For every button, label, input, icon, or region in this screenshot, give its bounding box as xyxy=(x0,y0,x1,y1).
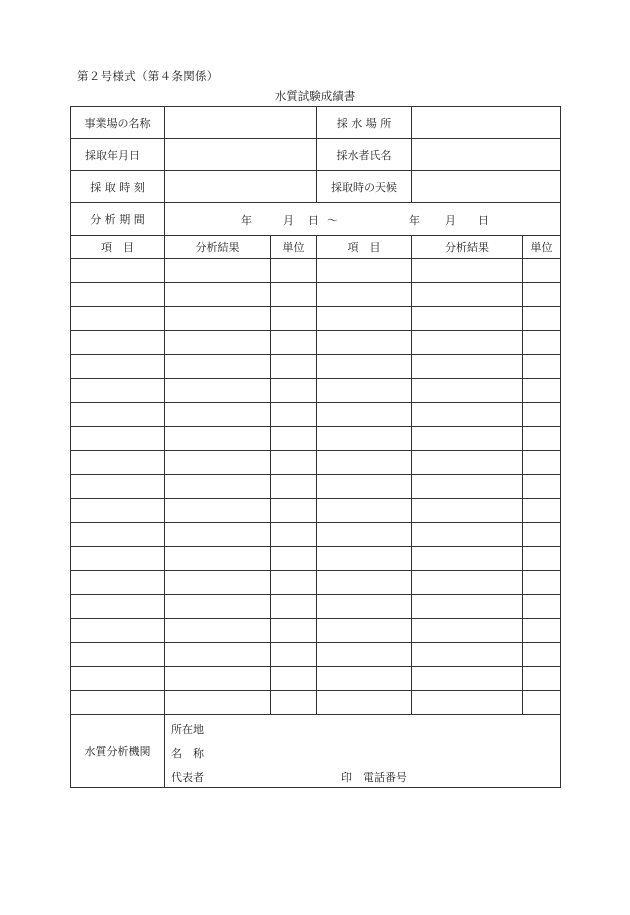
unit-cell-1[interactable] xyxy=(271,379,317,403)
col-item-1: 項 目 xyxy=(71,236,165,259)
header-row-date xyxy=(71,139,561,171)
item-cell-1[interactable] xyxy=(71,595,165,619)
unit-cell-1[interactable] xyxy=(271,475,317,499)
data-row xyxy=(71,667,561,691)
result-cell-1[interactable] xyxy=(165,571,271,595)
result-cell-1[interactable] xyxy=(165,403,271,427)
data-row xyxy=(71,283,561,307)
result-cell-1[interactable] xyxy=(165,379,271,403)
item-cell-2[interactable] xyxy=(317,283,412,307)
result-cell-1[interactable] xyxy=(165,499,271,523)
period-month-1: 月 xyxy=(283,214,294,227)
unit-cell-2[interactable] xyxy=(523,259,561,283)
result-cell-2[interactable] xyxy=(412,643,523,667)
data-row xyxy=(71,547,561,571)
data-row xyxy=(71,643,561,667)
data-row xyxy=(71,451,561,475)
unit-cell-2[interactable] xyxy=(523,499,561,523)
column-header-row xyxy=(71,236,561,259)
unit-cell-1[interactable] xyxy=(271,403,317,427)
item-cell-1[interactable] xyxy=(71,403,165,427)
item-cell-2[interactable] xyxy=(317,619,412,643)
item-cell-2[interactable] xyxy=(317,307,412,331)
item-cell-1[interactable] xyxy=(71,451,165,475)
data-row xyxy=(71,259,561,283)
result-cell-2[interactable] xyxy=(412,259,523,283)
item-cell-2[interactable] xyxy=(317,571,412,595)
lab-phone-label: 電話番号 xyxy=(363,771,407,784)
lab-representative-label: 代表者 xyxy=(171,771,204,784)
item-cell-2[interactable] xyxy=(317,379,412,403)
unit-cell-2[interactable] xyxy=(523,523,561,547)
item-cell-1[interactable] xyxy=(71,475,165,499)
data-row xyxy=(71,355,561,379)
result-cell-1[interactable] xyxy=(165,595,271,619)
item-cell-2[interactable] xyxy=(317,451,412,475)
period-day-1: 日 xyxy=(308,214,319,227)
unit-cell-1[interactable] xyxy=(271,355,317,379)
unit-cell-2[interactable] xyxy=(523,403,561,427)
unit-cell-1[interactable] xyxy=(271,523,317,547)
unit-cell-2[interactable] xyxy=(523,427,561,451)
header-row-time xyxy=(71,171,561,203)
result-cell-2[interactable] xyxy=(412,571,523,595)
item-cell-2[interactable] xyxy=(317,475,412,499)
unit-cell-1[interactable] xyxy=(271,307,317,331)
sampling-time-field[interactable] xyxy=(165,171,317,203)
result-cell-1[interactable] xyxy=(165,355,271,379)
data-row xyxy=(71,307,561,331)
result-cell-2[interactable] xyxy=(412,283,523,307)
unit-cell-1[interactable] xyxy=(271,259,317,283)
header-row-business xyxy=(71,107,561,139)
data-row xyxy=(71,403,561,427)
col-result-2: 分析結果 xyxy=(412,236,523,259)
item-cell-1[interactable] xyxy=(71,499,165,523)
unit-cell-1[interactable] xyxy=(271,643,317,667)
result-cell-2[interactable] xyxy=(412,451,523,475)
document-title: 水質試験成績書 xyxy=(274,89,356,103)
seal-mark: 印 xyxy=(341,771,352,784)
sampler-name-field[interactable] xyxy=(412,139,561,171)
result-cell-2[interactable] xyxy=(412,691,523,715)
result-cell-2[interactable] xyxy=(412,403,523,427)
result-cell-2[interactable] xyxy=(412,331,523,355)
item-cell-1[interactable] xyxy=(71,667,165,691)
result-cell-2[interactable] xyxy=(412,547,523,571)
lab-address-label: 所在地 xyxy=(171,723,204,736)
item-cell-1[interactable] xyxy=(71,691,165,715)
result-cell-2[interactable] xyxy=(412,499,523,523)
header-row-period xyxy=(71,203,561,236)
result-cell-1[interactable] xyxy=(165,307,271,331)
unit-cell-2[interactable] xyxy=(523,451,561,475)
item-cell-2[interactable] xyxy=(317,403,412,427)
unit-cell-2[interactable] xyxy=(523,283,561,307)
item-cell-2[interactable] xyxy=(317,355,412,379)
item-cell-2[interactable] xyxy=(317,523,412,547)
result-cell-2[interactable] xyxy=(412,379,523,403)
result-cell-1[interactable] xyxy=(165,523,271,547)
unit-cell-2[interactable] xyxy=(523,307,561,331)
item-cell-1[interactable] xyxy=(71,571,165,595)
item-cell-1[interactable] xyxy=(71,547,165,571)
item-cell-2[interactable] xyxy=(317,691,412,715)
period-label: 分 析 期 間 xyxy=(71,203,165,236)
lab-row xyxy=(71,715,561,788)
weather-label: 採取時の天候 xyxy=(317,171,412,203)
sampling-time-label: 採 取 時 刻 xyxy=(71,171,165,203)
data-row xyxy=(71,691,561,715)
result-cell-2[interactable] xyxy=(412,523,523,547)
col-result-1: 分析結果 xyxy=(165,236,271,259)
weather-field[interactable] xyxy=(412,171,561,203)
item-cell-2[interactable] xyxy=(317,643,412,667)
unit-cell-1[interactable] xyxy=(271,499,317,523)
period-month-2: 月 xyxy=(445,214,456,227)
item-cell-1[interactable] xyxy=(71,307,165,331)
unit-cell-1[interactable] xyxy=(271,547,317,571)
sampler-name-label: 採水者氏名 xyxy=(317,139,412,171)
col-item-2: 項 目 xyxy=(317,236,412,259)
result-cell-1[interactable] xyxy=(165,331,271,355)
business-name-field[interactable] xyxy=(165,107,317,139)
unit-cell-2[interactable] xyxy=(523,691,561,715)
item-cell-1[interactable] xyxy=(71,619,165,643)
unit-cell-2[interactable] xyxy=(523,667,561,691)
item-cell-2[interactable] xyxy=(317,595,412,619)
item-cell-2[interactable] xyxy=(317,259,412,283)
result-cell-1[interactable] xyxy=(165,451,271,475)
item-cell-2[interactable] xyxy=(317,427,412,451)
item-cell-1[interactable] xyxy=(71,259,165,283)
unit-cell-2[interactable] xyxy=(523,379,561,403)
unit-cell-1[interactable] xyxy=(271,451,317,475)
item-cell-2[interactable] xyxy=(317,499,412,523)
result-cell-1[interactable] xyxy=(165,619,271,643)
result-cell-1[interactable] xyxy=(165,547,271,571)
item-cell-2[interactable] xyxy=(317,547,412,571)
item-cell-2[interactable] xyxy=(317,667,412,691)
period-year-1: 年 xyxy=(241,214,252,227)
lab-label: 水質分析機関 xyxy=(71,715,165,788)
item-cell-1[interactable] xyxy=(71,379,165,403)
sampling-date-label: 採取年月日 xyxy=(71,139,165,171)
result-cell-1[interactable] xyxy=(165,427,271,451)
result-cell-1[interactable] xyxy=(165,475,271,499)
water-test-form-table xyxy=(70,106,561,788)
item-cell-1[interactable] xyxy=(71,331,165,355)
item-cell-2[interactable] xyxy=(317,331,412,355)
unit-cell-1[interactable] xyxy=(271,595,317,619)
unit-cell-2[interactable] xyxy=(523,619,561,643)
unit-cell-1[interactable] xyxy=(271,667,317,691)
unit-cell-1[interactable] xyxy=(271,571,317,595)
result-cell-2[interactable] xyxy=(412,667,523,691)
unit-cell-2[interactable] xyxy=(523,475,561,499)
unit-cell-1[interactable] xyxy=(271,331,317,355)
unit-cell-1[interactable] xyxy=(271,283,317,307)
result-cell-1[interactable] xyxy=(165,283,271,307)
result-cell-2[interactable] xyxy=(412,307,523,331)
item-cell-1[interactable] xyxy=(71,427,165,451)
result-cell-2[interactable] xyxy=(412,475,523,499)
unit-cell-2[interactable] xyxy=(523,355,561,379)
period-year-2: 年 xyxy=(409,214,420,227)
period-day-2: 日 xyxy=(478,214,489,227)
lab-info-field[interactable] xyxy=(165,715,561,788)
business-name-label: 事業場の名称 xyxy=(71,107,165,139)
data-row xyxy=(71,571,561,595)
unit-cell-1[interactable] xyxy=(271,691,317,715)
unit-cell-2[interactable] xyxy=(523,643,561,667)
result-cell-1[interactable] xyxy=(165,667,271,691)
result-cell-2[interactable] xyxy=(412,355,523,379)
data-row xyxy=(71,379,561,403)
result-cell-1[interactable] xyxy=(165,259,271,283)
data-row xyxy=(71,595,561,619)
unit-cell-1[interactable] xyxy=(271,427,317,451)
col-unit-2: 単位 xyxy=(523,236,561,259)
analysis-period-field[interactable] xyxy=(165,203,561,236)
item-cell-1[interactable] xyxy=(71,523,165,547)
result-cell-1[interactable] xyxy=(165,691,271,715)
period-tilde: ～ xyxy=(327,214,338,227)
col-unit-1: 単位 xyxy=(271,236,317,259)
sampling-place-field[interactable] xyxy=(412,107,561,139)
data-row xyxy=(71,619,561,643)
result-cell-1[interactable] xyxy=(165,643,271,667)
unit-cell-2[interactable] xyxy=(523,571,561,595)
lab-name-label: 名 称 xyxy=(171,747,204,760)
data-row xyxy=(71,523,561,547)
form-number: 第２号様式（第４条関係） xyxy=(77,69,219,83)
result-cell-2[interactable] xyxy=(412,619,523,643)
sampling-date-field[interactable] xyxy=(165,139,317,171)
unit-cell-2[interactable] xyxy=(523,595,561,619)
data-row xyxy=(71,499,561,523)
unit-cell-2[interactable] xyxy=(523,547,561,571)
item-cell-1[interactable] xyxy=(71,643,165,667)
result-cell-2[interactable] xyxy=(412,427,523,451)
data-row xyxy=(71,331,561,355)
data-row xyxy=(71,475,561,499)
result-cell-2[interactable] xyxy=(412,595,523,619)
data-row xyxy=(71,427,561,451)
unit-cell-1[interactable] xyxy=(271,619,317,643)
item-cell-1[interactable] xyxy=(71,283,165,307)
item-cell-1[interactable] xyxy=(71,355,165,379)
unit-cell-2[interactable] xyxy=(523,331,561,355)
sampling-place-label: 採 水 場 所 xyxy=(317,107,412,139)
